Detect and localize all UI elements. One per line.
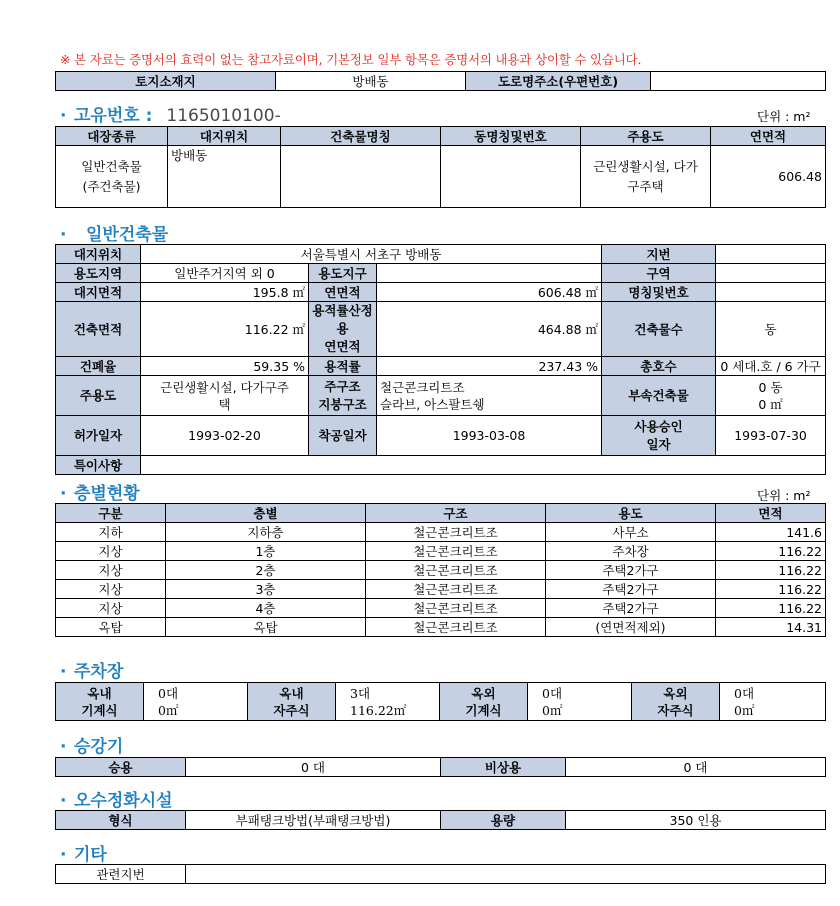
floor-area-label: 연면적 xyxy=(309,283,377,302)
dong-count-label: 건축물수 xyxy=(602,302,716,357)
unique-number-heading: · 고유번호 : 1165010100- xyxy=(60,106,281,126)
floor-structure: 철근콘크리트조 xyxy=(366,523,546,542)
etc-heading: · 기타 xyxy=(60,845,107,865)
passenger-elevator-label: 승용 xyxy=(56,758,186,777)
unique-number-title: 고유번호 : xyxy=(74,106,153,126)
bcr-label: 건폐율 xyxy=(56,357,141,376)
floor-type: 지상 xyxy=(56,542,166,561)
unique-number-value: 1165010100- xyxy=(166,106,281,126)
district-value xyxy=(377,264,602,283)
special-notes-value xyxy=(141,456,826,475)
households-label: 총호수 xyxy=(602,357,716,376)
building-name-value xyxy=(281,146,441,208)
parking-table xyxy=(55,682,826,721)
register-table xyxy=(55,126,826,208)
unique-unit: 단위 : m² xyxy=(757,109,811,124)
floor-structure: 철근콘크리트조 xyxy=(366,580,546,599)
floor-area: 141.6 xyxy=(716,523,826,542)
general-building-title: 일반건축물 xyxy=(86,225,169,245)
parking-indoor-self-value: 3대 116.22㎡ xyxy=(336,683,440,721)
floors-header-structure: 구조 xyxy=(366,504,546,523)
table-row xyxy=(56,561,826,580)
parking-outdoor-self-label: 옥외 자주식 xyxy=(632,683,720,721)
septic-title: 오수정화시설 xyxy=(74,791,173,811)
site-area-value: 195.8 ㎡ xyxy=(141,283,309,302)
main-use-value: 근린생활시설, 다가 구주택 xyxy=(581,146,711,208)
septic-type-value: 부패탱크방법(부패탱크방법) xyxy=(186,811,441,830)
parking-heading: · 주차장 xyxy=(60,662,124,682)
table-row xyxy=(56,599,826,618)
annex-label: 부속건축물 xyxy=(602,376,716,416)
floors-unit: 단위 : m² xyxy=(757,488,811,503)
table-row xyxy=(56,523,826,542)
general-building-table xyxy=(55,244,826,475)
building-area-value: 116.22 ㎡ xyxy=(141,302,309,357)
far-area-label: 용적률산정용 연면적 xyxy=(309,302,377,357)
far-label: 용적률 xyxy=(309,357,377,376)
start-date-label: 착공일자 xyxy=(309,416,377,456)
floor-level: 옥탑 xyxy=(166,618,366,637)
floor-structure: 철근콘크리트조 xyxy=(366,599,546,618)
dong-count-value: 동 xyxy=(716,302,826,357)
passenger-elevator-value: 0 대 xyxy=(186,758,441,777)
structure-value: 철근콘크리트조 슬라브, 아스팔트쉥 xyxy=(377,376,602,416)
total-area-value: 606.48 xyxy=(711,146,826,208)
far-value: 237.43 % xyxy=(377,357,602,376)
parking-indoor-mechanical-label: 옥내 기계식 xyxy=(56,683,144,721)
building-area-label: 건축면적 xyxy=(56,302,141,357)
land-location-label: 토지소재지 xyxy=(56,72,276,91)
floor-use: 사무소 xyxy=(546,523,716,542)
table-row xyxy=(56,580,826,599)
emergency-elevator-value: 0 대 xyxy=(566,758,826,777)
septic-capacity-value: 350 인용 xyxy=(566,811,826,830)
septic-table xyxy=(55,810,826,830)
elevator-title: 승강기 xyxy=(74,737,124,757)
start-date-value: 1993-03-08 xyxy=(377,416,602,456)
area-value xyxy=(716,264,826,283)
floors-header-area: 면적 xyxy=(716,504,826,523)
floors-title: 층별현황 xyxy=(74,484,140,504)
parking-indoor-self-label: 옥내 자주식 xyxy=(248,683,336,721)
site-location-full: 서울특별시 서초구 방배동 xyxy=(141,245,602,264)
floor-type: 지하 xyxy=(56,523,166,542)
floor-level: 3층 xyxy=(166,580,366,599)
floor-structure: 철근콘크리트조 xyxy=(366,542,546,561)
header-total-area: 연면적 xyxy=(711,127,826,146)
floor-area: 14.31 xyxy=(716,618,826,637)
households-value: 0 세대.호 / 6 가구 xyxy=(716,357,826,376)
zone-value: 일반주거지역 외 0 xyxy=(141,264,309,283)
lot-number-value xyxy=(716,245,826,264)
address-table xyxy=(55,71,826,91)
floor-use: 주차장 xyxy=(546,542,716,561)
site-location-label: 대지위치 xyxy=(56,245,141,264)
floors-header-type: 구분 xyxy=(56,504,166,523)
parking-outdoor-mechanical-value: 0대 0㎡ xyxy=(528,683,632,721)
annex-value: 0 동 0 ㎡ xyxy=(716,376,826,416)
floors-table xyxy=(55,503,826,637)
building-name-label: 명칭및번호 xyxy=(602,283,716,302)
septic-capacity-label: 용량 xyxy=(441,811,566,830)
building-name-number xyxy=(716,283,826,302)
floor-structure: 철근콘크리트조 xyxy=(366,618,546,637)
road-address-value xyxy=(651,72,826,91)
floor-use: (연면적제외) xyxy=(546,618,716,637)
header-register-type: 대장종류 xyxy=(56,127,168,146)
special-notes-label: 특이사항 xyxy=(56,456,141,475)
parking-title: 주차장 xyxy=(74,662,124,682)
etc-table xyxy=(55,864,826,884)
floor-use: 주택2가구 xyxy=(546,599,716,618)
district-label: 용도지구 xyxy=(309,264,377,283)
related-lot-value xyxy=(186,865,826,884)
bcr-value: 59.35 % xyxy=(141,357,309,376)
header-site-location: 대지위치 xyxy=(168,127,281,146)
floors-heading: · 층별현황 xyxy=(60,484,140,504)
floor-type: 옥탑 xyxy=(56,618,166,637)
table-row xyxy=(56,618,826,637)
parking-outdoor-mechanical-label: 옥외 기계식 xyxy=(440,683,528,721)
floor-level: 1층 xyxy=(166,542,366,561)
parking-indoor-mechanical-value: 0대 0㎡ xyxy=(144,683,248,721)
floor-type: 지상 xyxy=(56,561,166,580)
header-building-name: 건축물명칭 xyxy=(281,127,441,146)
floor-area: 116.22 xyxy=(716,542,826,561)
floor-area: 116.22 xyxy=(716,599,826,618)
etc-title: 기타 xyxy=(74,845,107,865)
elevator-heading: · 승강기 xyxy=(60,737,124,757)
floor-type: 지상 xyxy=(56,580,166,599)
septic-heading: · 오수정화시설 xyxy=(60,791,173,811)
floor-use: 주택2가구 xyxy=(546,561,716,580)
floor-structure: 철근콘크리트조 xyxy=(366,561,546,580)
table-row xyxy=(56,542,826,561)
elevator-table xyxy=(55,757,826,777)
far-area-value: 464.88 ㎡ xyxy=(377,302,602,357)
area-label: 구역 xyxy=(602,264,716,283)
zone-label: 용도지역 xyxy=(56,264,141,283)
main-use-label: 주용도 xyxy=(56,376,141,416)
floors-header-use: 용도 xyxy=(546,504,716,523)
floor-use: 주택2가구 xyxy=(546,580,716,599)
header-main-use: 주용도 xyxy=(581,127,711,146)
road-address-label: 도로명주소(우편번호) xyxy=(466,72,651,91)
disclaimer-notice: ※ 본 자료는 증명서의 효력이 없는 참고자료이며, 기본정보 일부 항목은 증명서의 내용과 상이할 수 있습니다. xyxy=(60,52,642,67)
permit-date-value: 1993-02-20 xyxy=(141,416,309,456)
dong-name-value xyxy=(441,146,581,208)
approval-date-value: 1993-07-30 xyxy=(716,416,826,456)
structure-label: 주구조 지붕구조 xyxy=(309,376,377,416)
main-use-detail: 근린생활시설, 다가구주 택 xyxy=(141,376,309,416)
emergency-elevator-label: 비상용 xyxy=(441,758,566,777)
floor-area: 116.22 xyxy=(716,561,826,580)
floor-level: 4층 xyxy=(166,599,366,618)
header-dong-name: 동명칭및번호 xyxy=(441,127,581,146)
approval-date-label: 사용승인 일자 xyxy=(602,416,716,456)
land-location-value: 방배동 xyxy=(276,72,466,91)
floor-type: 지상 xyxy=(56,599,166,618)
floor-area: 116.22 xyxy=(716,580,826,599)
parking-outdoor-self-value: 0대 0㎡ xyxy=(720,683,826,721)
site-location-value: 방배동 xyxy=(168,146,281,208)
register-type-value: 일반건축물 (주건축물) xyxy=(56,146,168,208)
floor-level: 2층 xyxy=(166,561,366,580)
septic-type-label: 형식 xyxy=(56,811,186,830)
lot-number-label: 지번 xyxy=(602,245,716,264)
permit-date-label: 허가일자 xyxy=(56,416,141,456)
floor-level: 지하층 xyxy=(166,523,366,542)
floors-header-floor: 층별 xyxy=(166,504,366,523)
related-lot-label: 관련지번 xyxy=(56,865,186,884)
site-area-label: 대지면적 xyxy=(56,283,141,302)
general-building-heading: · 일반건축물 xyxy=(60,225,169,245)
floor-area-value: 606.48 ㎡ xyxy=(377,283,602,302)
